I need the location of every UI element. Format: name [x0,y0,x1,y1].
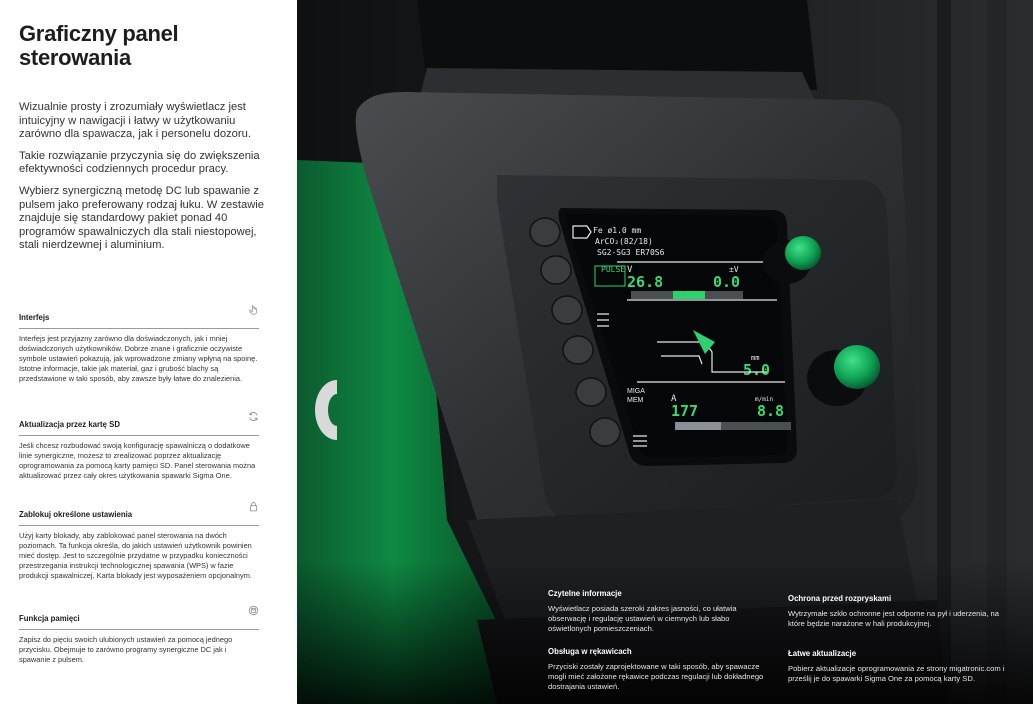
intro-paragraph: Wizualnie prosty i zrozumiały wyświetlacz jest intuicyjny w nawigacji i łatwy w użytkowaniu zarówno dla spawacza, jak i personelu dozoru. [19,101,251,141]
voltage-bar [631,291,743,299]
page-title: Graficzny panel sterowania [19,21,179,70]
refresh-icon [248,411,259,422]
screen-material: Fe ø1.0 mm [593,226,642,235]
screen-current-unit: A [671,394,677,404]
product-photo [297,0,1033,704]
caption-spatter-protection [788,594,1013,629]
feature-text: Jeśli chcesz rozbudować swoją konfigurację spawalniczą o dodatkowe linie synergiczne, możesz to zrealizować poprzez aktualizację oprogramowania za pomocą karty pamięci SD. Panel sterowania można aktualizować przez cały okres użytkowania spawarki Sigma One. [19,441,256,481]
screen-voltage-value: 26.8 [627,273,664,291]
caption-title: Obsługa w rękawicach [548,647,632,656]
feature-title: Aktualizacja przez kartę SD [19,420,120,429]
screen-current-value: 177 [671,402,699,420]
screen-thickness-unit: mm [751,354,760,362]
caption-text: Wytrzymałe szkło ochronne jest odporne na pył i uderzenia, na które będzie narażone w hali produkcyjnej. [788,609,999,629]
lock-icon [248,501,259,512]
feature-interface [19,307,259,384]
screen-voltage-delta-unit: ±V [729,265,739,274]
feature-sd-update [19,414,259,481]
caption-easy-updates [788,649,1013,684]
screen-voltage-unit: V [627,265,633,275]
screen-mem-label: MEM [627,397,644,404]
caption-gloves [548,647,773,693]
current-bar [675,422,791,430]
screen-voltage-delta-value: 0.0 [713,273,741,291]
caption-text: Pobierz aktualizacje oprogramowania ze strony migatronic.com i prześlij je do spawarki Sigma One za pomocą karty SD. [788,664,1005,684]
caption-title: Ochrona przed rozpryskami [788,594,892,603]
feature-title: Funkcja pamięci [19,614,80,623]
memory-icon [248,605,259,616]
screen-wire-speed-value: 8.8 [757,402,785,420]
feature-title: Interfejs [19,313,50,322]
caption-text: Wyświetlacz posiada szeroki zakres jasności, co ułatwia obserwację i regulację ustawień w ciemnych lub słabo oświetlonych pomieszczeniach. [548,604,737,634]
caption-readable-info [548,589,773,635]
screen-mig-label: MIGA [627,388,645,395]
intro-paragraph: Takie rozwiązanie przyczynia się do zwiększenia efektywności codziennych procedur pracy. [19,149,260,176]
feature-text: Użyj karty blokady, aby zablokować panel sterowania na dwóch poziomach. Ta funkcja określa, do jakich ustawień użytkownik powinien mieć dostęp. Jest to szczególnie przydatne w przypadku konieczności przestrzegania instrukcji technologicznej spawania (WPS) w fazie produkcji spawalniczej. Karta blokady jest wyposażeniem opcjonalnym. [19,531,252,581]
screen-pulse-label: PULSE [601,265,626,274]
screen-wire: SG2-SG3 ER70S6 [597,248,665,257]
feature-memory [19,608,259,665]
intro [19,101,269,261]
caption-title: Łatwe aktualizacje [788,649,857,658]
feature-title: Zablokuj określone ustawienia [19,510,133,519]
text-column [0,0,297,704]
screen-wire-speed-unit: m/min [755,396,774,403]
touch-icon [248,304,259,315]
feature-lock [19,504,259,581]
caption-text: Przyciski zostały zaprojektowane w taki sposób, aby spawacze mogli mieć założone rękawice podczas regulacji lub dokładnego dostrajania ustawień. [548,662,764,692]
feature-text: Interfejs jest przyjazny zarówno dla doświadczonych, jak i mniej doświadczonych użytkowników. Dobrze znane i graficznie oczywiste symbole ustawień pokazują, jak wprowadzone zmiany wpłyną na spoinę. Istotne informacje, takie jak materiał, gaz i grubość blachy są przedstawione w taki sposób, aby zawsze były łatwe do znalezienia. [19,334,258,384]
caption-title: Czytelne informacje [548,589,622,598]
screen-thickness-value: 5.0 [743,361,771,379]
screen-gas: ArCO₂(82/18) [595,237,653,246]
intro-paragraph: Wybierz synergiczną metodę DC lub spawanie z pulsem jako preferowany rodzaj łuku. W zestawie znajduje się standardowy pakiet ponad 40 programów spawalniczych dla stali niestopowej, stali nierdzewnej i aluminium. [19,184,264,252]
feature-text: Zapisz do pięciu swoich ulubionych ustawień za pomocą jednego przycisku. Obejmuje to zarówno programy synergiczne DC jak i spawanie z pulsem. [19,635,233,665]
